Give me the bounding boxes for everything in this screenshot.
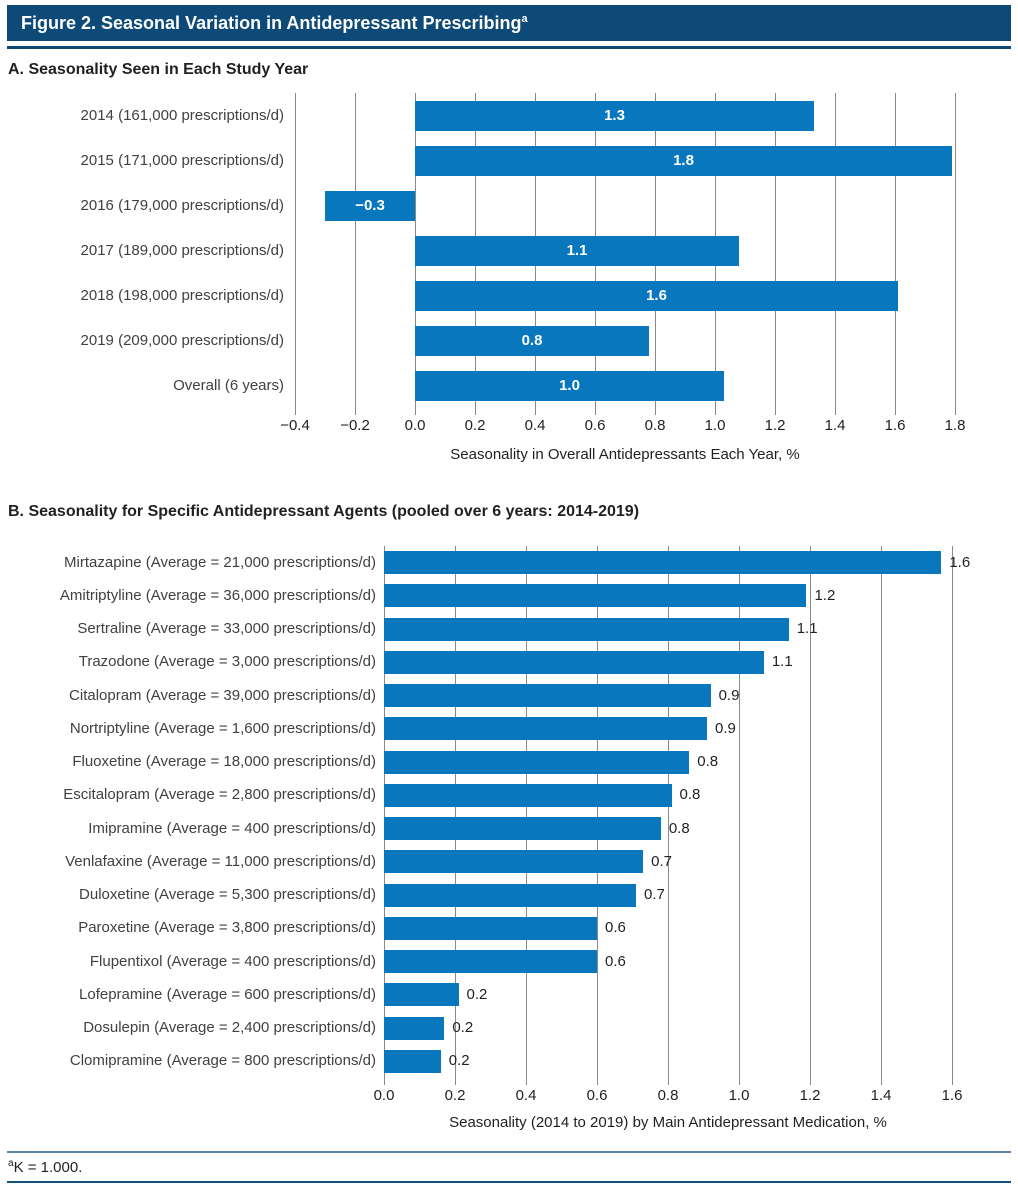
category-label: 2017 (189,000 prescriptions/d) [80, 241, 284, 259]
x-tick-label: 1.2 [799, 1087, 821, 1104]
category-label: Flupentixol (Average = 400 prescriptions/d) [89, 952, 376, 970]
bar-value-label: 1.1 [566, 241, 588, 259]
bar-value-label: 0.7 [644, 886, 665, 904]
footnote [8, 1158, 82, 1176]
bar-value-label: 1.0 [559, 376, 580, 394]
axis-tick [415, 408, 416, 415]
bar [384, 884, 636, 907]
axis-tick [955, 408, 956, 415]
bar [384, 1050, 441, 1073]
axis-tick [355, 408, 356, 415]
bar-value-label: 0.9 [715, 719, 736, 737]
category-label: Dosulepin (Average = 2,400 prescriptions/d) [83, 1019, 376, 1037]
axis-tick [295, 408, 296, 415]
x-axis-label: Seasonality in Overall Antidepressants Each Year, % [450, 446, 800, 463]
panel-a-heading: A. Seasonality Seen in Each Study Year [8, 61, 309, 78]
axis-tick [595, 408, 596, 415]
footnote-top-rule [7, 1151, 1011, 1153]
x-tick-label: 0.2 [444, 1087, 466, 1104]
axis-tick [384, 1078, 385, 1085]
category-label: Sertraline (Average = 33,000 prescriptions/d) [77, 620, 376, 638]
category-label: Lofepramine (Average = 600 prescriptions/d) [79, 985, 376, 1003]
axis-tick [739, 1078, 740, 1085]
x-tick-label: 1.4 [824, 417, 846, 434]
x-tick-label: 1.6 [941, 1087, 963, 1104]
bar [384, 751, 689, 774]
gridline [355, 93, 356, 408]
axis-tick [835, 408, 836, 415]
category-label: Paroxetine (Average = 3,800 prescriptions/d) [78, 919, 376, 937]
x-tick-label: 0.8 [657, 1087, 679, 1104]
x-tick-label: 0.2 [464, 417, 486, 434]
footnote-text: K = 1.000. [13, 1159, 83, 1176]
bar [384, 651, 764, 674]
x-tick-label: 1.0 [704, 417, 726, 434]
bar-value-label: 0.8 [697, 753, 719, 771]
x-axis-label: Seasonality (2014 to 2019) by Main Antidepressant Medication, % [449, 1114, 887, 1131]
panel-b-heading: B. Seasonality for Specific Antidepressant Agents (pooled over 6 years: 2014-2019) [8, 503, 640, 520]
x-tick-label: 0.0 [404, 417, 426, 434]
bar [384, 983, 459, 1006]
category-label: Amitriptyline (Average = 36,000 prescriptions/d) [59, 586, 376, 604]
x-tick-label: 0.6 [584, 417, 606, 434]
gridline [775, 93, 776, 408]
bar [384, 618, 789, 641]
x-tick-label: 1.8 [944, 417, 966, 434]
figure-title-superscript: a [521, 13, 528, 25]
category-label: Imipramine (Average = 400 prescriptions/d) [88, 819, 376, 837]
category-label: Venlafaxine (Average = 11,000 prescriptions/d) [65, 852, 376, 870]
bar [384, 784, 672, 807]
axis-tick [668, 1078, 669, 1085]
axis-tick [655, 408, 656, 415]
category-label: Duloxetine (Average = 5,300 prescriptions/d) [79, 886, 376, 904]
bar-value-label: 0.6 [605, 919, 626, 937]
x-tick-label: 1.2 [764, 417, 786, 434]
category-label: 2014 (161,000 prescriptions/d) [80, 106, 284, 124]
figure-title: Figure 2. Seasonal Variation in Antidepressant Prescribing [21, 13, 522, 33]
bar [384, 1017, 444, 1040]
x-tick-label: 1.4 [870, 1087, 892, 1104]
category-label: 2015 (171,000 prescriptions/d) [80, 151, 284, 169]
axis-tick [535, 408, 536, 415]
bar-value-label: 0.8 [668, 819, 690, 837]
bar-value-label: 1.6 [949, 553, 971, 571]
gridline [295, 93, 296, 408]
footnote-bottom-rule [7, 1181, 1011, 1183]
gridline [835, 93, 836, 408]
bar-value-label: 0.2 [448, 1052, 470, 1070]
axis-tick [810, 1078, 811, 1085]
bar [384, 850, 643, 873]
bar-value-label: 1.8 [673, 151, 694, 169]
category-label: Nortriptyline (Average = 1,600 prescriptions/d) [69, 719, 376, 737]
x-tick-label: 1.6 [884, 417, 906, 434]
bar-value-label: 0.7 [651, 852, 672, 870]
category-label: 2016 (179,000 prescriptions/d) [80, 196, 284, 214]
x-tick-label: 1.0 [728, 1087, 750, 1104]
bar-value-label: 1.1 [771, 653, 793, 671]
bar [384, 917, 597, 940]
bar-value-label: 1.3 [604, 106, 625, 124]
axis-tick [895, 408, 896, 415]
category-label: Fluoxetine (Average = 18,000 prescriptions/d) [72, 753, 376, 771]
x-tick-label: 0.4 [515, 1087, 537, 1104]
bar-value-label: 1.1 [796, 620, 818, 638]
axis-tick [952, 1078, 953, 1085]
axis-tick [881, 1078, 882, 1085]
bar [384, 684, 711, 707]
gridline [881, 546, 882, 1078]
bar [384, 551, 941, 574]
category-label: Clomipramine (Average = 800 prescriptions/d) [69, 1052, 376, 1070]
axis-tick [715, 408, 716, 415]
bar-value-label: 0.9 [718, 686, 740, 704]
bar [384, 584, 806, 607]
axis-tick [455, 1078, 456, 1085]
x-tick-label: −0.4 [280, 417, 310, 434]
axis-tick [597, 1078, 598, 1085]
x-tick-label: 0.6 [586, 1087, 608, 1104]
bar-value-label: −0.3 [355, 196, 385, 214]
category-label: Overall (6 years) [173, 376, 284, 394]
category-label: Trazodone (Average = 3,000 prescriptions/d) [78, 653, 376, 671]
bar-value-label: 0.2 [466, 985, 488, 1003]
category-label: Escitalopram (Average = 2,800 prescriptions/d) [63, 786, 376, 804]
axis-tick [775, 408, 776, 415]
bar-value-label: 0.8 [679, 786, 701, 804]
bar [384, 717, 707, 740]
axis-tick [475, 408, 476, 415]
axis-tick [526, 1078, 527, 1085]
gridline [895, 93, 896, 408]
x-tick-label: 0.4 [524, 417, 546, 434]
x-tick-label: −0.2 [340, 417, 370, 434]
category-label: Mirtazapine (Average = 21,000 prescriptions/d) [64, 553, 376, 571]
bar-value-label: 1.2 [814, 586, 836, 604]
bar [384, 817, 661, 840]
category-label: 2018 (198,000 prescriptions/d) [80, 286, 284, 304]
bar-value-label: 0.8 [521, 331, 543, 349]
x-tick-label: 0.8 [644, 417, 666, 434]
bar-value-label: 0.6 [605, 952, 626, 970]
category-label: 2019 (209,000 prescriptions/d) [80, 331, 284, 349]
x-tick-label: 0.0 [373, 1087, 395, 1104]
bar [384, 950, 597, 973]
gridline [955, 93, 956, 408]
gridline [952, 546, 953, 1078]
bar-value-label: 0.2 [452, 1019, 474, 1037]
category-label: Citalopram (Average = 39,000 prescriptions/d) [69, 686, 376, 704]
footnote-superscript: a [8, 1158, 14, 1169]
bar-value-label: 1.6 [646, 286, 667, 304]
